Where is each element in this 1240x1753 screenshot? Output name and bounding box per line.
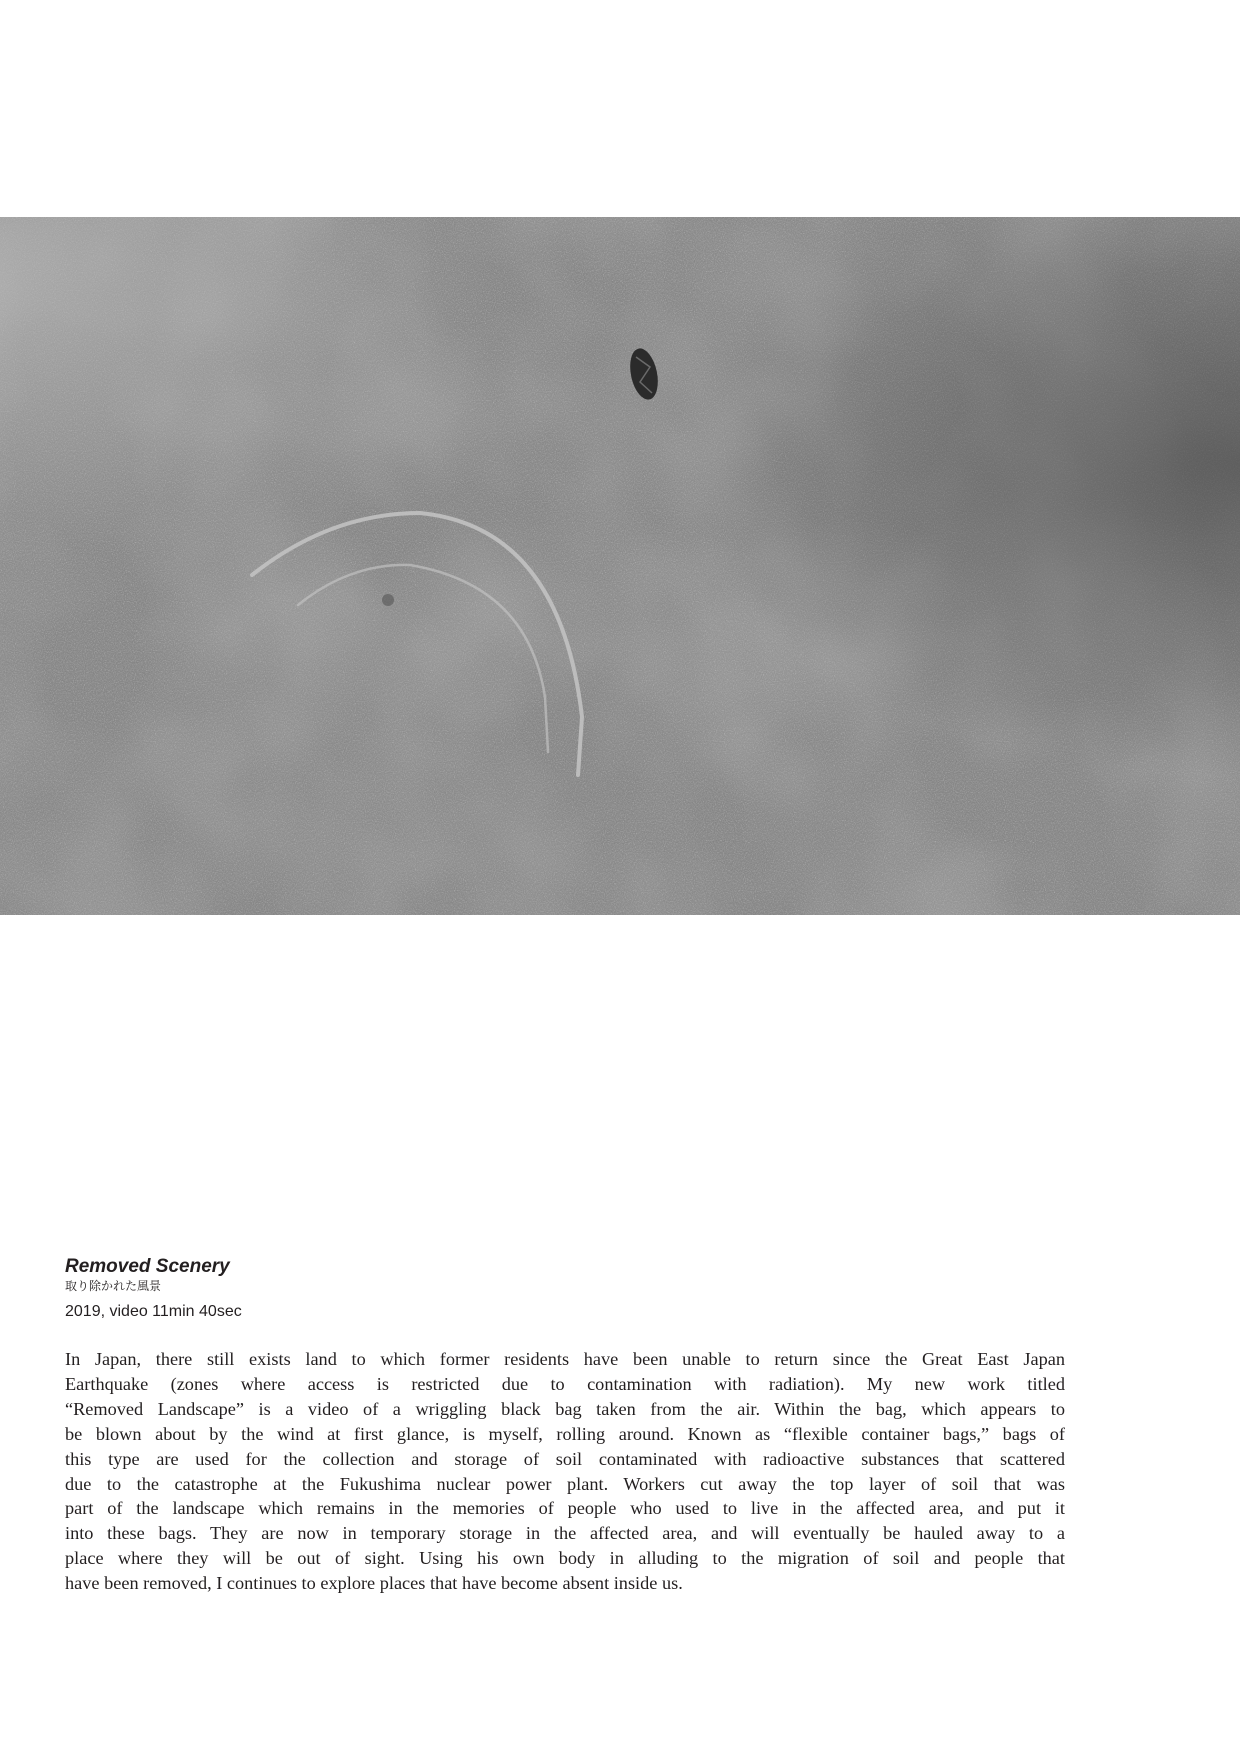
- description-line: Earthquake (zones where access is restricted due to contamination with radiation). My new work titled: [65, 1373, 1065, 1394]
- description-line: “Removed Landscape” is a video of a wriggling black bag taken from the air. Within the bag, which appears to: [65, 1398, 1065, 1419]
- work-metadata: 2019, video 11min 40sec: [65, 1303, 242, 1320]
- description-line: into these bags. They are now in temporary storage in the affected area, and will eventually be hauled away to a: [65, 1523, 1065, 1544]
- description-line: part of the landscape which remains in the memories of people who used to live in the affected area, and put it: [65, 1498, 1065, 1519]
- description-line: In Japan, there still exists land to which former residents have been unable to return since the Great East Japan: [65, 1349, 1065, 1369]
- description-line: this type are used for the collection and storage of soil contaminated with radioactive substances that scattered: [65, 1448, 1065, 1469]
- dark-spot: [382, 594, 394, 606]
- work-title-japanese: 取り除かれた風景: [65, 1279, 162, 1293]
- description-line: be blown about by the wind at first glance, is myself, rolling around. Known as “flexible container bags,” bags of: [65, 1423, 1065, 1444]
- aerial-ground-image: [0, 217, 1240, 915]
- work-description: [65, 1347, 1065, 1596]
- description-line: place where they will be out of sight. Using his own body in alluding to the migration of soil and people that: [65, 1548, 1065, 1569]
- video-still-photo: [0, 217, 1240, 915]
- description-line: have been removed, I continues to explore places that have become absent inside us.: [65, 1573, 683, 1594]
- work-title: Removed Scenery: [65, 1256, 230, 1277]
- description-line: due to the catastrophe at the Fukushima nuclear power plant. Workers cut away the top layer of soil that was: [65, 1473, 1065, 1494]
- caption-block: [65, 1256, 242, 1322]
